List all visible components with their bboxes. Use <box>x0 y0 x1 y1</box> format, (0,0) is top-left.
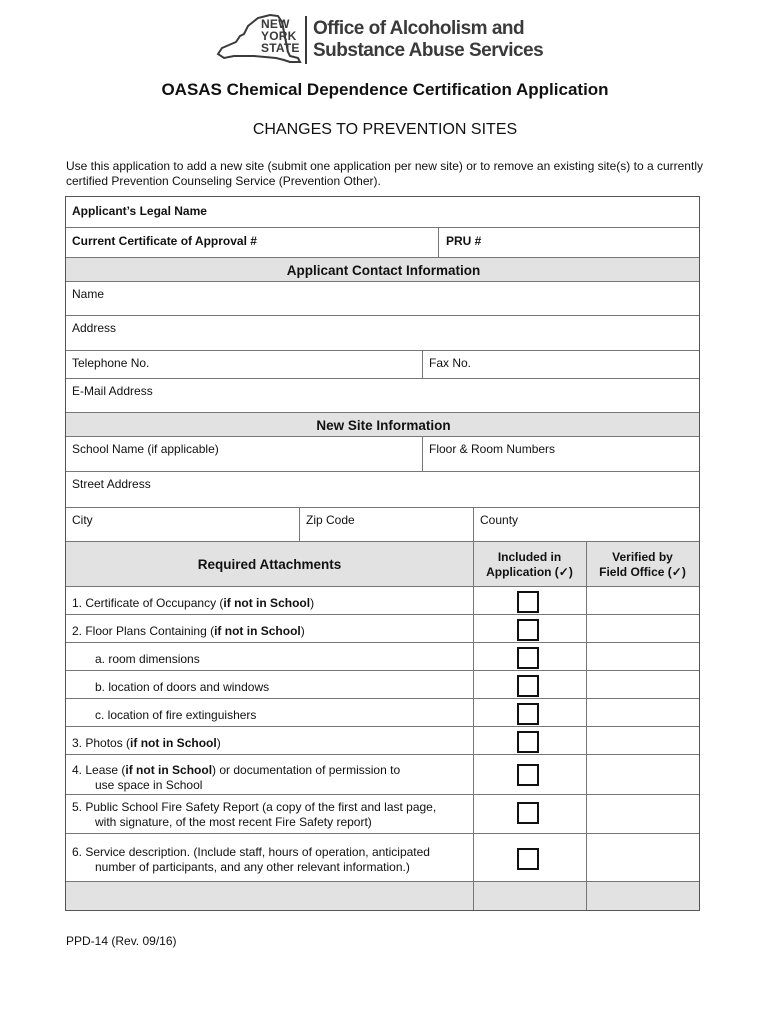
included-checkbox-2[interactable] <box>517 619 539 641</box>
attachment-item-2c: c. location of fire extinguishers <box>95 708 257 722</box>
school-name-label: School Name (if applicable) <box>72 442 219 456</box>
zip-code-label: Zip Code <box>306 513 355 527</box>
included-column-header: Included in Application (✓) <box>486 550 573 579</box>
included-checkbox-2c[interactable] <box>517 703 539 725</box>
included-checkbox-6[interactable] <box>517 848 539 870</box>
form-number: PPD-14 (Rev. 09/16) <box>66 934 177 948</box>
application-form <box>65 196 700 911</box>
attachment-item-5: 5. Public School Fire Safety Report (a copy of the first and last page, with signature, of the most recent Fire Safety report) <box>72 800 437 829</box>
included-checkbox-4[interactable] <box>517 764 539 786</box>
telephone-label: Telephone No. <box>72 356 150 370</box>
included-checkbox-1[interactable] <box>517 591 539 613</box>
fax-label: Fax No. <box>429 356 472 370</box>
county-label: County <box>480 513 519 527</box>
email-label: E-Mail Address <box>72 384 153 398</box>
page-subtitle: CHANGES TO PREVENTION SITES <box>252 121 518 138</box>
name-label: Name <box>72 287 105 301</box>
applicant-legal-name-label: Applicant’s Legal Name <box>72 204 207 218</box>
attachment-item-2: 2. Floor Plans Containing (if not in School) <box>72 624 305 638</box>
attachment-item-3: 3. Photos (if not in School) <box>72 736 221 750</box>
intro-text: Use this application to add a new site (submit one application per new site) or to remove an existing site(s) to a currently certified Prevention Counseling Service (Prevention Other). <box>66 159 703 188</box>
included-checkbox-2a[interactable] <box>517 647 539 669</box>
address-label: Address <box>72 321 117 335</box>
attachment-item-1: 1. Certificate of Occupancy (if not in School) <box>72 596 315 610</box>
certificate-number-label: Current Certificate of Approval # <box>72 234 257 248</box>
pru-number-label: PRU # <box>446 234 482 248</box>
logo-divider <box>305 16 307 64</box>
contact-section-heading: Applicant Contact Information <box>286 263 481 278</box>
street-address-label: Street Address <box>72 477 151 491</box>
agency-logo <box>214 12 544 68</box>
verified-column-header: Verified by Field Office (✓) <box>599 550 686 579</box>
floor-room-label: Floor & Room Numbers <box>429 442 556 456</box>
attachment-item-4: 4. Lease (if not in School) or documentation of permission to use space in School <box>72 763 401 792</box>
required-attachments-heading: Required Attachments <box>197 557 342 572</box>
page-title: OASAS Chemical Dependence Certification Application <box>161 80 609 99</box>
city-label: City <box>72 513 93 527</box>
new-york-state-wordmark: NEW YORK STATE <box>261 17 300 55</box>
office-name: Office of Alcoholism and Substance Abuse Services <box>313 18 544 61</box>
attachment-item-2b: b. location of doors and windows <box>95 680 270 694</box>
included-checkbox-2b[interactable] <box>517 675 539 697</box>
site-section-heading: New Site Information <box>316 418 451 433</box>
included-checkbox-5[interactable] <box>517 802 539 824</box>
attachment-item-6: 6. Service description. (Include staff, hours of operation, anticipated number of participants, and any other relevant information.) <box>72 845 430 874</box>
blank-bottom-row <box>66 882 699 910</box>
attachment-item-2a: a. room dimensions <box>95 652 200 666</box>
included-checkbox-3[interactable] <box>517 731 539 753</box>
